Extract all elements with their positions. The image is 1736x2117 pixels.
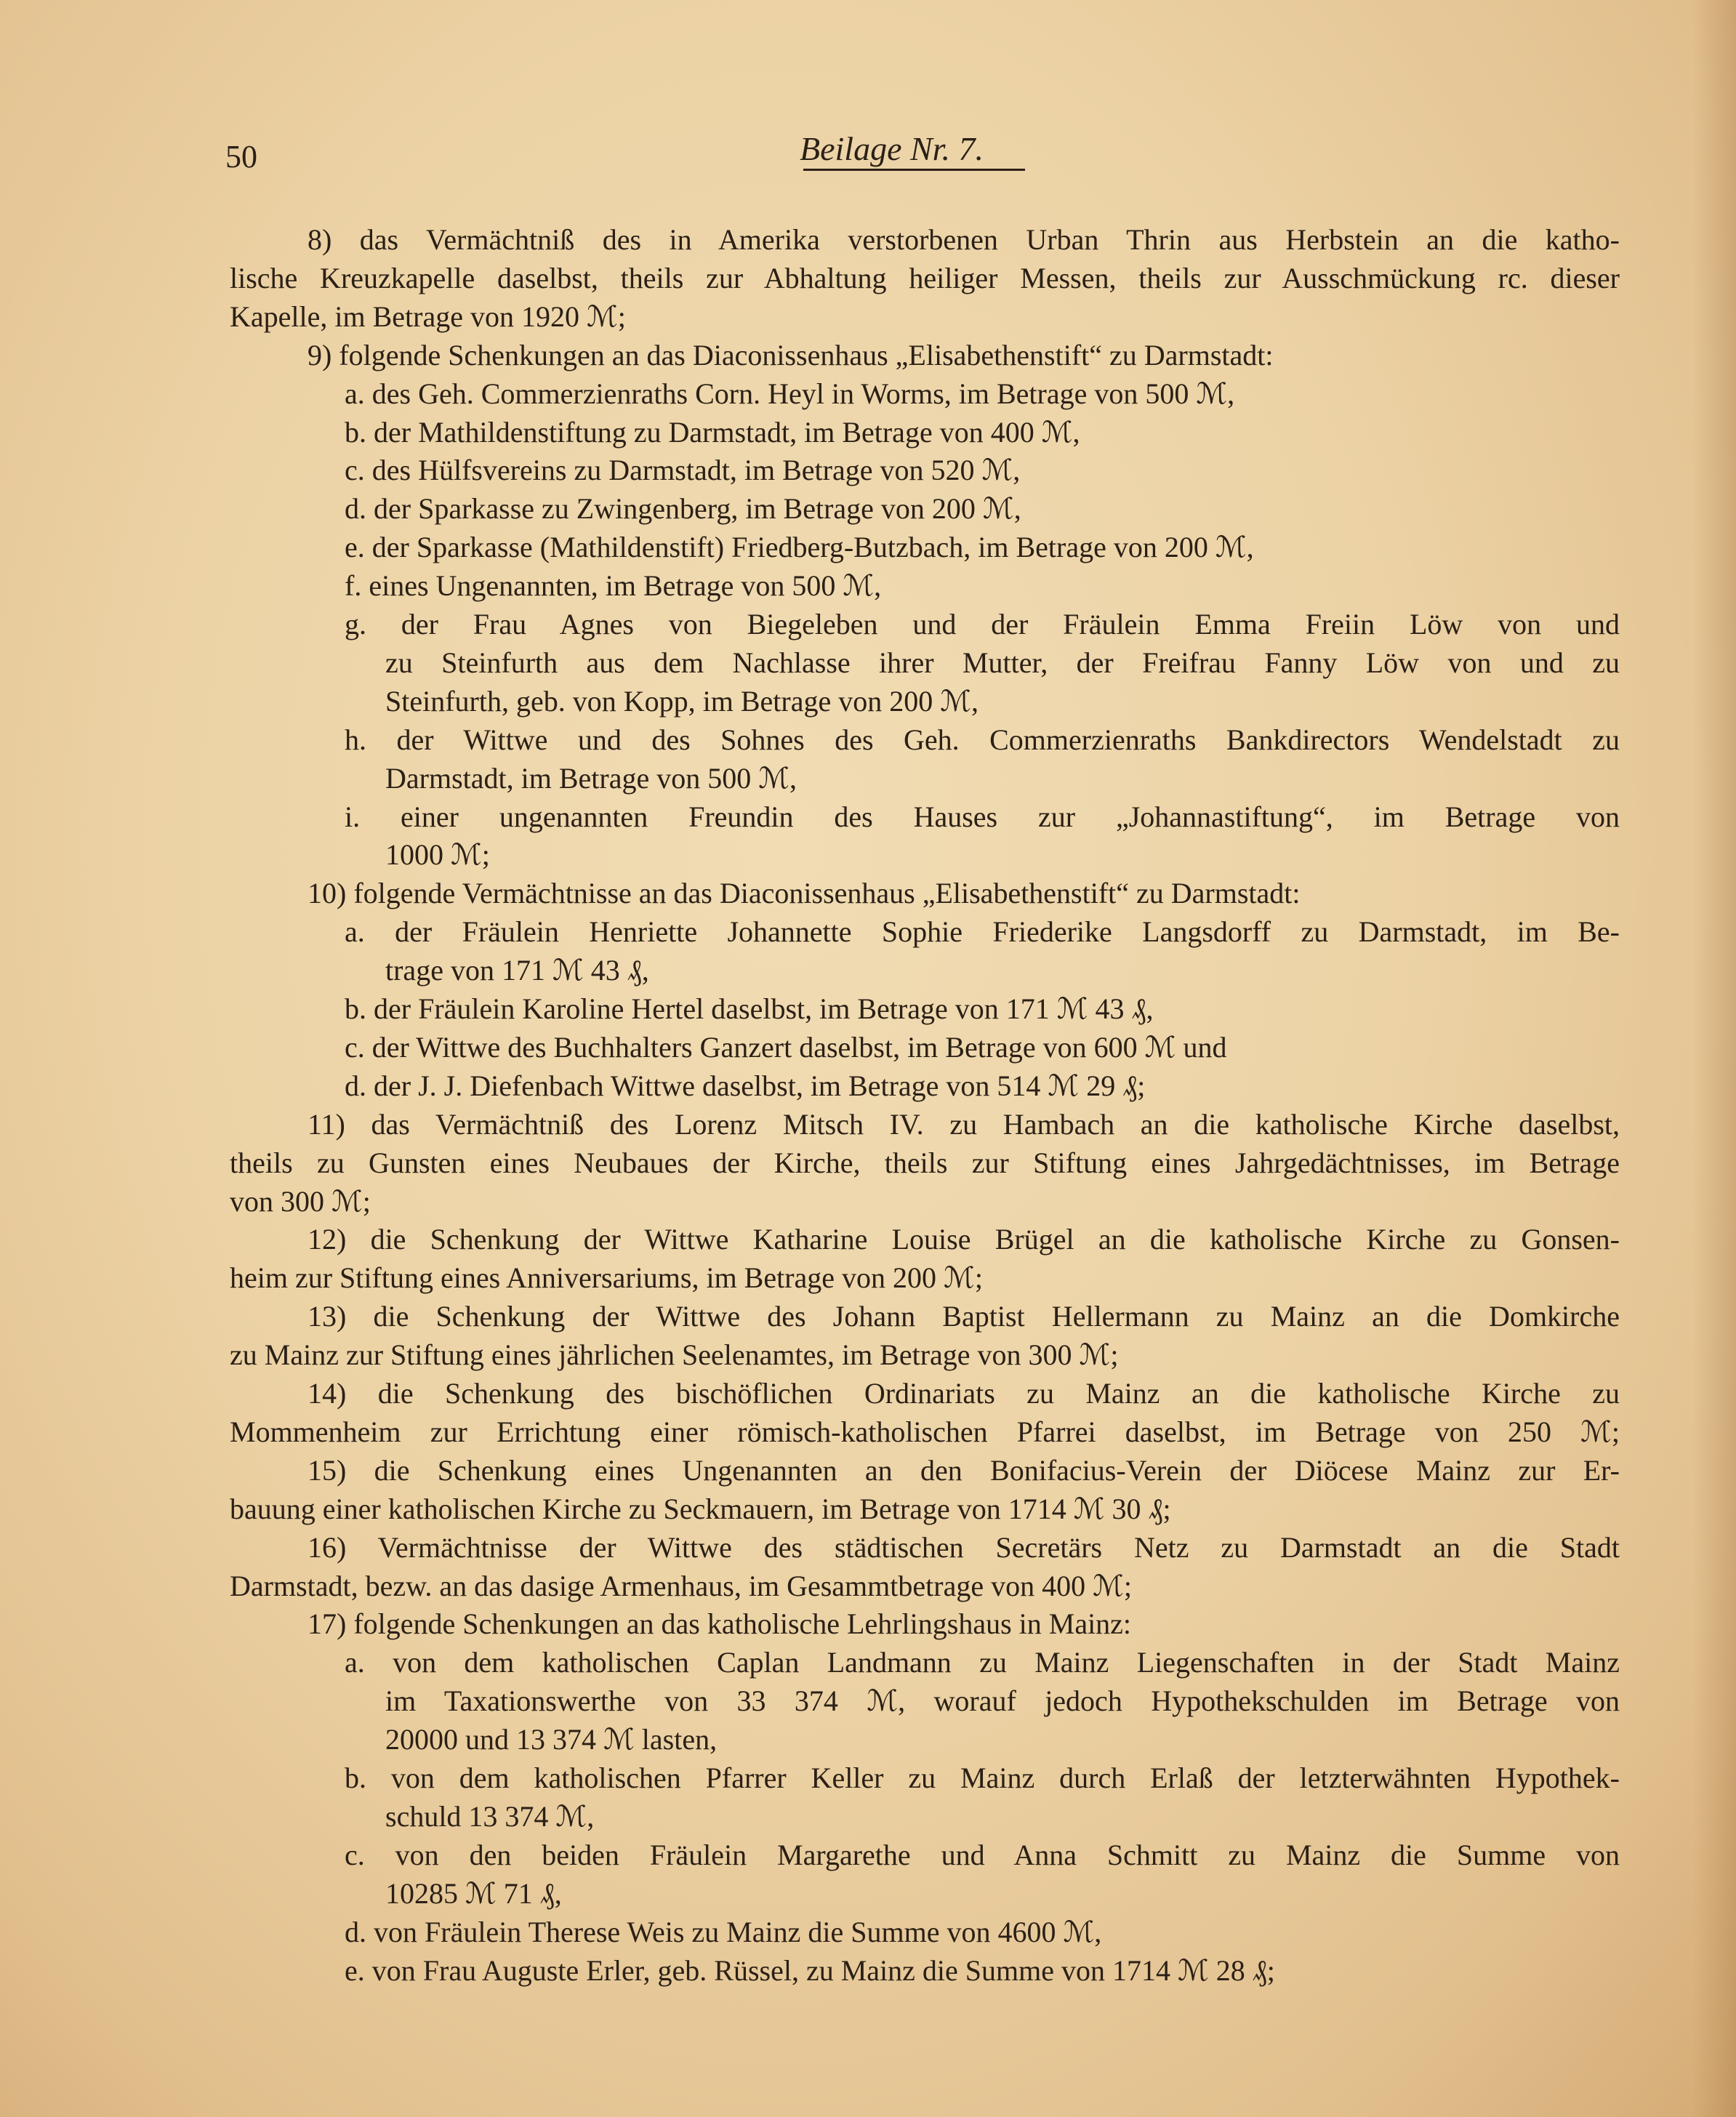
text-line: von 300 ℳ; bbox=[230, 1184, 371, 1218]
text-line: f. eines Ungenannten, im Betrage von 500 ℳ, bbox=[345, 569, 882, 603]
text-line: a. von dem katholischen Caplan Landmann zu Mainz Liegenschaften in der Stadt Mainz bbox=[345, 1646, 1620, 1679]
text-line: zu Mainz zur Stiftung eines jährlichen Seelenamtes, im Betrage von 300 ℳ; bbox=[230, 1338, 1119, 1372]
text-line: a. des Geh. Commerzienraths Corn. Heyl in Worms, im Betrage von 500 ℳ, bbox=[345, 377, 1235, 410]
text-line: 14) die Schenkung des bischöflichen Ordinariats zu Mainz an die katholische Kirche zu bbox=[308, 1377, 1620, 1410]
title-underline bbox=[803, 169, 1025, 171]
page-number: 50 bbox=[225, 139, 257, 174]
text-line: Kapelle, im Betrage von 1920 ℳ; bbox=[230, 300, 626, 333]
text-line: Mommenheim zur Errichtung einer römisch-katholischen Pfarrei daselbst, im Betrage von 250 ℳ; bbox=[230, 1415, 1620, 1448]
text-line: c. von den beiden Fräulein Margarethe und Anna Schmitt zu Mainz die Summe von bbox=[345, 1838, 1620, 1871]
text-line: 16) Vermächtnisse der Wittwe des städtischen Secretärs Netz zu Darmstadt an die Stadt bbox=[308, 1530, 1620, 1564]
text-line: a. der Fräulein Henriette Johannette Sophie Friederike Langsdorff zu Darmstadt, im Be- bbox=[345, 915, 1620, 949]
text-line: 15) die Schenkung eines Ungenannten an den Bonifacius-Verein der Diöcese Mainz zur Er- bbox=[308, 1453, 1620, 1487]
text-line: zu Steinfurth aus dem Nachlasse ihrer Mutter, der Freifrau Fanny Löw von und zu bbox=[385, 646, 1620, 679]
paper-edge-shadow bbox=[1692, 0, 1736, 2117]
text-line: 8) das Vermächtniß des in Amerika verstorbenen Urban Thrin aus Herbstein an die katho- bbox=[308, 223, 1620, 256]
text-line: 9) folgende Schenkungen an das Diaconissenhaus „Elisabethenstift“ zu Darmstadt: bbox=[308, 338, 1274, 371]
text-line: im Taxationswerthe von 33 374 ℳ, worauf jedoch Hypothekschulden im Betrage von bbox=[385, 1684, 1620, 1718]
text-line: bauung einer katholischen Kirche zu Seckmauern, im Betrage von 1714 ℳ 30 ₰; bbox=[230, 1492, 1171, 1525]
text-line: 11) das Vermächtniß des Lorenz Mitsch IV. zu Hambach an die katholische Kirche daselbst, bbox=[308, 1107, 1620, 1141]
text-line: schuld 13 374 ℳ, bbox=[385, 1799, 595, 1833]
text-line: h. der Wittwe und des Sohnes des Geh. Commerzienraths Bankdirectors Wendelstadt zu bbox=[345, 723, 1620, 756]
text-line: d. der J. J. Diefenbach Wittwe daselbst, im Betrage von 514 ℳ 29 ₰; bbox=[345, 1069, 1146, 1102]
text-line: i. einer ungenannten Freundin des Hauses zur „Johannastiftung“, im Betrage von bbox=[345, 800, 1620, 833]
text-line: 17) folgende Schenkungen an das katholische Lehrlingshaus in Mainz: bbox=[308, 1607, 1132, 1641]
text-line: Darmstadt, bezw. an das dasige Armenhaus, im Gesammtbetrage von 400 ℳ; bbox=[230, 1569, 1132, 1602]
text-line: heim zur Stiftung eines Anniversariums, im Betrage von 200 ℳ; bbox=[230, 1261, 983, 1295]
text-line: 10) folgende Vermächtnisse an das Diaconissenhaus „Elisabethenstift“ zu Darmstadt: bbox=[308, 877, 1301, 910]
text-line: 12) die Schenkung der Wittwe Katharine Louise Brügel an die katholische Kirche zu Gonsen- bbox=[308, 1223, 1620, 1256]
text-line: d. von Fräulein Therese Weis zu Mainz die Summe von 4600 ℳ, bbox=[345, 1915, 1102, 1948]
text-line: b. der Mathildenstiftung zu Darmstadt, im Betrage von 400 ℳ, bbox=[345, 415, 1080, 449]
text-line: c. der Wittwe des Buchhalters Ganzert daselbst, im Betrage von 600 ℳ und bbox=[345, 1030, 1227, 1064]
text-line: b. der Fräulein Karoline Hertel daselbst, im Betrage von 171 ℳ 43 ₰, bbox=[345, 992, 1154, 1025]
text-line: d. der Sparkasse zu Zwingenberg, im Betrage von 200 ℳ, bbox=[345, 492, 1021, 526]
text-line: theils zu Gunsten eines Neubaues der Kirche, theils zur Stiftung eines Jahrgedächtnisses, im Betrage bbox=[230, 1146, 1620, 1179]
text-line: Darmstadt, im Betrage von 500 ℳ, bbox=[385, 761, 797, 795]
page-title: Beilage Nr. 7. bbox=[800, 130, 984, 167]
text-line: b. von dem katholischen Pfarrer Keller zu Mainz durch Erlaß der letzterwähnten Hypothek- bbox=[345, 1762, 1620, 1794]
text-line: 13) die Schenkung der Wittwe des Johann Baptist Hellermann zu Mainz an die Domkirche bbox=[308, 1300, 1620, 1333]
text-line: e. der Sparkasse (Mathildenstift) Friedberg-Butzbach, im Betrage von 200 ℳ, bbox=[345, 531, 1254, 564]
text-line: lische Kreuzkapelle daselbst, theils zur Abhaltung heiliger Messen, theils zur Ausschmückung rc. dieser bbox=[230, 261, 1620, 294]
text-line: Steinfurth, geb. von Kopp, im Betrage von 200 ℳ, bbox=[385, 684, 978, 718]
text-line: trage von 171 ℳ 43 ₰, bbox=[385, 954, 649, 987]
text-line: e. von Frau Auguste Erler, geb. Rüssel, zu Mainz die Summe von 1714 ℳ 28 ₰; bbox=[345, 1953, 1275, 1987]
text-line: 10285 ℳ 71 ₰, bbox=[385, 1876, 562, 1910]
text-line: 20000 und 13 374 ℳ lasten, bbox=[385, 1723, 718, 1756]
text-line: g. der Frau Agnes von Biegeleben und der Fräulein Emma Freiin Löw von und bbox=[345, 608, 1620, 640]
text-line: c. des Hülfsvereins zu Darmstadt, im Betrage von 520 ℳ, bbox=[345, 454, 1021, 487]
text-line: 1000 ℳ; bbox=[385, 838, 490, 872]
